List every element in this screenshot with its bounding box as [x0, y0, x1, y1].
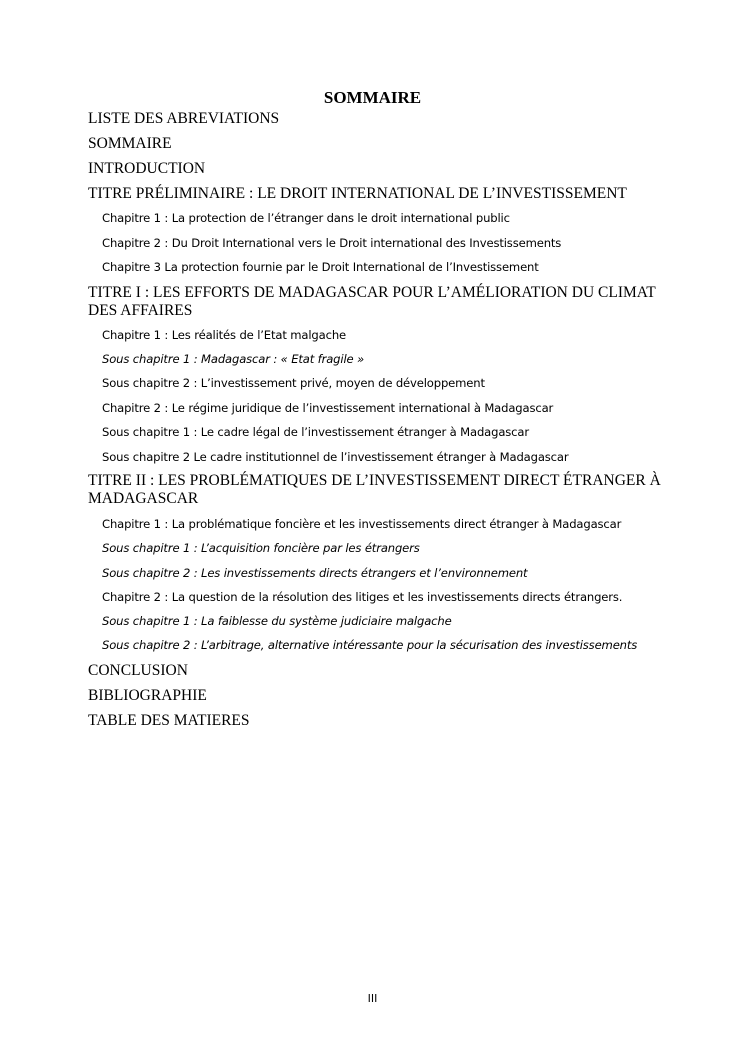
toc-entry-conclusion: CONCLUSION: [88, 662, 188, 679]
toc-entry-chapter: Chapitre 2 : La question de la résolution des litiges et les investissements directs étrangers.: [102, 590, 623, 604]
page-title: SOMMAIRE: [323, 88, 422, 107]
toc-entry-introduction: INTRODUCTION: [88, 160, 206, 177]
page-number: III: [367, 992, 378, 1005]
toc-entry-titre-preliminaire: TITRE PRÉLIMINAIRE : LE DROIT INTERNATIONAL DE L’INVESTISSEMENT: [88, 185, 627, 202]
toc-entry-subchapter: Sous chapitre 2 : Les investissements directs étrangers et l’environnement: [102, 566, 528, 580]
toc-entry-chapter: Chapitre 3 La protection fournie par le Droit International de l’Investissement: [102, 260, 539, 274]
toc-entry-titre-2: TITRE II : LES PROBLÉMATIQUES DE L’INVESTISSEMENT DIRECT ÉTRANGER À MADAGASCAR: [88, 472, 661, 507]
toc-entry-titre-1: TITRE I : LES EFFORTS DE MADAGASCAR POUR L’AMÉLIORATION DU CLIMAT DES AFFAIRES: [88, 284, 656, 319]
toc-entry-subchapter: Sous chapitre 1 : La faiblesse du système judiciaire malgache: [102, 614, 452, 628]
toc-entry-sommaire: SOMMAIRE: [88, 135, 172, 152]
toc-entry-bibliographie: BIBLIOGRAPHIE: [88, 687, 207, 704]
toc-entry-subchapter: Sous chapitre 1 : L’acquisition foncière par les étrangers: [102, 541, 420, 555]
toc-entry-subchapter: Sous chapitre 1 : Le cadre légal de l’investissement étranger à Madagascar: [102, 425, 529, 439]
toc-entry-chapter: Chapitre 2 : Du Droit International vers le Droit international des Investissements: [102, 236, 562, 250]
toc-entry-chapter: Chapitre 1 : Les réalités de l’Etat malgache: [102, 328, 346, 342]
toc-entry-subchapter: Sous chapitre 1 : Madagascar : « Etat fragile »: [102, 352, 365, 366]
toc-entry-table-des-matieres: TABLE DES MATIERES: [88, 712, 250, 729]
toc-entry-subchapter: Sous chapitre 2 Le cadre institutionnel de l’investissement étranger à Madagascar: [102, 450, 569, 464]
toc-entry-chapter: Chapitre 1 : La problématique foncière et les investissements direct étranger à Madagascar: [102, 517, 622, 531]
toc-entry-chapter: Chapitre 2 : Le régime juridique de l’investissement international à Madagascar: [102, 401, 554, 415]
toc-entry-abreviations: LISTE DES ABREVIATIONS: [88, 110, 280, 127]
toc-entry-subchapter: Sous chapitre 2 : L’arbitrage, alternative intéressante pour la sécurisation des investissements: [102, 638, 638, 652]
toc-entry-chapter: Chapitre 1 : La protection de l’étranger dans le droit international public: [102, 211, 510, 225]
toc-entry-subchapter: Sous chapitre 2 : L’investissement privé, moyen de développement: [102, 376, 485, 390]
